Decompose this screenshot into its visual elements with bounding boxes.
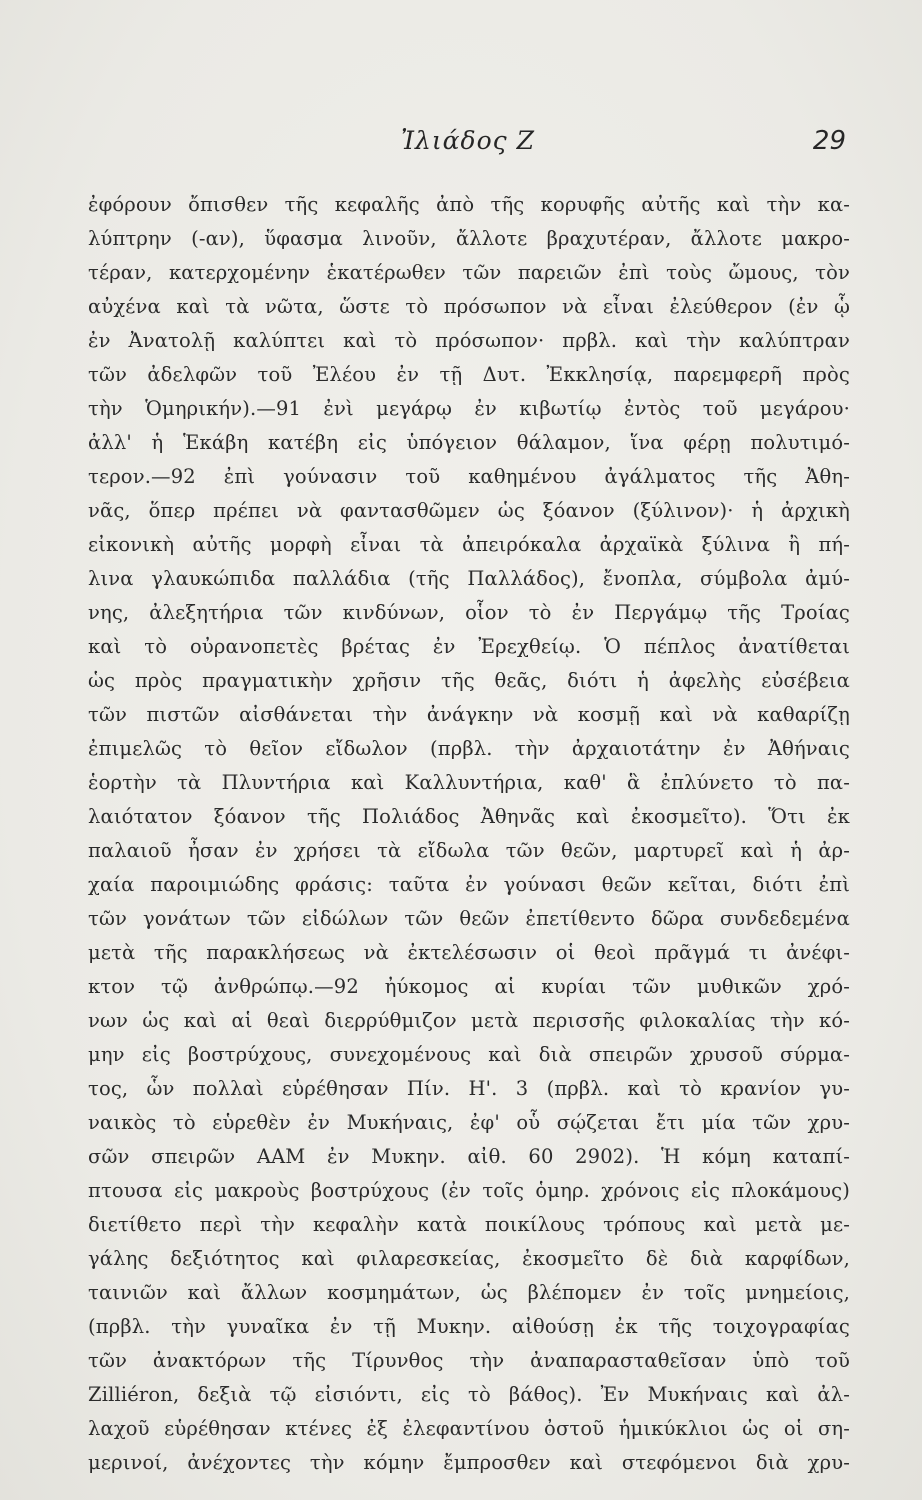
text-line: παλαιοῦ ἦσαν ἐν χρήσει τὰ εἴδωλα τῶν θεῶν, μαρτυρεῖ καὶ ἡ ἀρ- xyxy=(88,839,850,862)
text-line: μερινοί, ἀνέχοντες τὴν κόμην ἔμπροσθεν καὶ στεφόμενοι διὰ χρυ- xyxy=(88,1451,850,1474)
text-line: τῶν ἀνακτόρων τῆς Τίρυνθος τὴν ἀναπαρασταθεῖσαν ὑπὸ τοῦ xyxy=(88,1349,850,1372)
text-line: τῶν γονάτων τῶν εἰδώλων τῶν θεῶν ἐπετίθεντο δῶρα συνδεδεμένα xyxy=(88,907,850,930)
text-line: τὴν Ὁμηρικήν).—91 ἐνὶ μεγάρῳ ἐν κιβωτίῳ ἐντὸς τοῦ μεγάρου· xyxy=(88,397,850,420)
body-text xyxy=(88,188,850,1480)
text-line: τέραν, κατερχομένην ἑκατέρωθεν τῶν παρειῶν ἐπὶ τοὺς ὤμους, τὸν xyxy=(88,261,850,284)
text-line: ναικὸς τὸ εὑρεθὲν ἐν Μυκήναις, ἐφ' οὗ σῴζεται ἔτι μία τῶν χρυ- xyxy=(88,1111,850,1134)
page-number: 29 xyxy=(812,126,846,156)
text-line: τερον.—92 ἐπὶ γούνασιν τοῦ καθημένου ἀγάλματος τῆς Ἀθη- xyxy=(88,465,850,488)
running-title: Ἰλιάδος Ζ xyxy=(401,126,535,155)
text-line: τος, ὧν πολλαὶ εὑρέθησαν Πίν. Η'. 3 (πρβλ. καὶ τὸ κρανίον γυ- xyxy=(88,1077,850,1100)
text-line: λαιότατον ξόανον τῆς Πολιάδος Ἀθηνᾶς καὶ ἐκοσμεῖτο). Ὅτι ἐκ xyxy=(88,805,850,828)
text-line: ταινιῶν καὶ ἄλλων κοσμημάτων, ὡς βλέπομεν ἐν τοῖς μνημείοις, xyxy=(88,1281,850,1304)
text-line: καὶ τὸ οὐρανοπετὲς βρέτας ἐν Ἐρεχθείῳ. Ὁ πέπλος ἀνατίθεται xyxy=(88,635,850,658)
text-line: νᾶς, ὅπερ πρέπει νὰ φαντασθῶμεν ὡς ξόανον (ξύλινον)· ἡ ἀρχικὴ xyxy=(88,499,850,522)
text-line: μην εἰς βοστρύχους, συνεχομένους καὶ διὰ σπειρῶν χρυσοῦ σύρμα- xyxy=(88,1043,850,1066)
text-line: χαία παροιμιώδης φράσις: ταῦτα ἐν γούνασι θεῶν κεῖται, διότι ἐπὶ xyxy=(88,873,850,896)
text-line: ὡς πρὸς πραγματικὴν χρῆσιν τῆς θεᾶς, διότι ἡ ἀφελὴς εὐσέβεια xyxy=(88,669,850,692)
text-line: λαχοῦ εὑρέθησαν κτένες ἐξ ἐλεφαντίνου ὀστοῦ ἡμικύκλιοι ὡς οἱ ση- xyxy=(88,1417,850,1440)
text-line: αὐχένα καὶ τὰ νῶτα, ὥστε τὸ πρόσωπον νὰ εἶναι ἐλεύθερον (ἐν ᾧ xyxy=(88,295,850,318)
text-line: τῶν πιστῶν αἰσθάνεται τὴν ἀνάγκην νὰ κοσμῇ καὶ νὰ καθαρίζῃ xyxy=(88,703,850,726)
text-line: διετίθετο περὶ τὴν κεφαλὴν κατὰ ποικίλους τρόπους καὶ μετὰ με- xyxy=(88,1213,850,1236)
text-line: νων ὡς καὶ αἱ θεαὶ διερρύθμιζον μετὰ περισσῆς φιλοκαλίας τὴν κό- xyxy=(88,1009,850,1032)
text-line: κτον τῷ ἀνθρώπῳ.—92 ἠύκομος αἱ κυρίαι τῶν μυθικῶν χρό- xyxy=(88,975,850,998)
text-line: μετὰ τῆς παρακλήσεως νὰ ἐκτελέσωσιν οἱ θεοὶ πρᾶγμά τι ἀνέφι- xyxy=(88,941,850,964)
text-line: ἑορτὴν τὰ Πλυντήρια καὶ Καλλυντήρια, καθ' ἃ ἐπλύνετο τὸ πα- xyxy=(88,771,850,794)
text-line: ἐπιμελῶς τὸ θεῖον εἴδωλον (πρβλ. τὴν ἀρχαιοτάτην ἐν Ἀθήναις xyxy=(88,737,850,760)
text-line: λινα γλαυκώπιδα παλλάδια (τῆς Παλλάδος), ἔνοπλα, σύμβολα ἀμύ- xyxy=(88,567,850,590)
text-line: (πρβλ. τὴν γυναῖκα ἐν τῇ Μυκην. αἰθούσῃ ἐκ τῆς τοιχογραφίας xyxy=(88,1315,850,1338)
text-line: εἰκονικὴ αὐτῆς μορφὴ εἶναι τὰ ἀπειρόκαλα ἀρχαϊκὰ ξύλινα ἢ πή- xyxy=(88,533,850,556)
text-line: ἐν Ἀνατολῇ καλύπτει καὶ τὸ πρόσωπον· πρβλ. καὶ τὴν καλύπτραν xyxy=(88,329,850,352)
text-line: σῶν σπειρῶν ΑΑΜ ἐν Μυκην. αἰθ. 60 2902). Ἡ κόμη καταπί- xyxy=(88,1145,850,1168)
text-line: νης, ἀλεξητήρια τῶν κινδύνων, οἷον τὸ ἐν Περγάμῳ τῆς Τροίας xyxy=(88,601,850,624)
text-line: ἐφόρουν ὄπισθεν τῆς κεφαλῆς ἀπὸ τῆς κορυφῆς αὐτῆς καὶ τὴν κα- xyxy=(88,193,850,216)
text-line: γάλης δεξιότητος καὶ φιλαρεσκείας, ἐκοσμεῖτο δὲ διὰ καρφίδων, xyxy=(88,1247,850,1270)
text-line: τῶν ἀδελφῶν τοῦ Ἐλέου ἐν τῇ Δυτ. Ἐκκλησίᾳ, παρεμφερῆ πρὸς xyxy=(88,363,850,386)
text-line: ἀλλ' ἡ Ἑκάβη κατέβη εἰς ὑπόγειον θάλαμον, ἵνα φέρῃ πολυτιμό- xyxy=(88,431,850,454)
text-line: λύπτρην (-αν), ὕφασμα λινοῦν, ἄλλοτε βραχυτέραν, ἄλλοτε μακρο- xyxy=(88,227,850,250)
page-header xyxy=(90,126,846,160)
text-line: πτουσα εἰς μακροὺς βοστρύχους (ἐν τοῖς ὁμηρ. χρόνοις εἰς πλοκάμους) xyxy=(88,1179,850,1202)
text-line: Zilliéron, δεξιὰ τῷ εἰσιόντι, εἰς τὸ βάθος). Ἐν Μυκήναις καὶ ἀλ- xyxy=(88,1383,850,1406)
